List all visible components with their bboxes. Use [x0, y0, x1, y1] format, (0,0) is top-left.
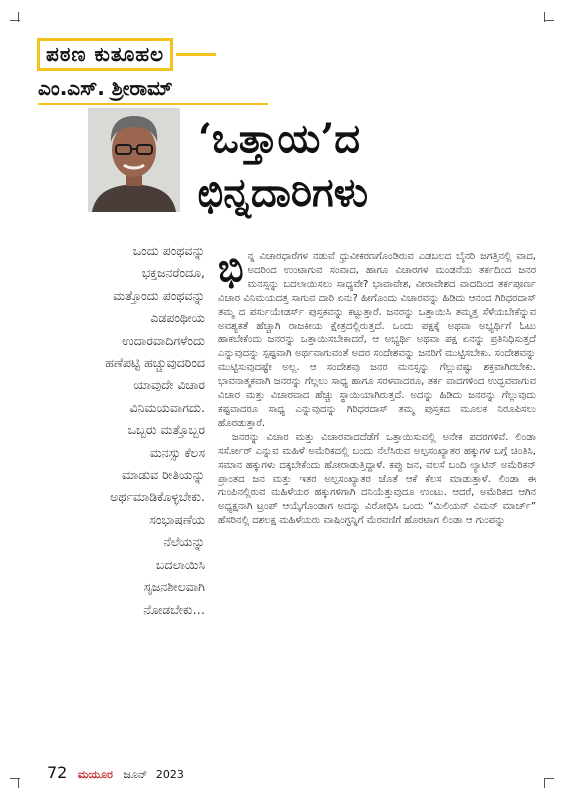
issue-year: 2023 — [155, 768, 184, 781]
column-label-rule — [176, 53, 216, 56]
pullquote-line: ಬದಲಾಯಿಸಿ — [155, 556, 205, 572]
body-paragraph-2 — [218, 431, 536, 528]
crop-mark — [10, 20, 20, 21]
crop-mark — [18, 778, 19, 788]
article-headline — [198, 112, 518, 220]
pullquote — [80, 240, 205, 621]
crop-mark — [544, 20, 554, 21]
magazine-logo: ಮಯೂರ — [77, 768, 113, 781]
pullquote-line: ಭಕ್ತಜನರೆಂದೂ, — [141, 265, 205, 281]
drop-cap: ಭಿ — [218, 245, 244, 290]
pullquote-line: ಅರ್ಥಮಾಡಿಕೊಳ್ಳಬೇಕು. — [110, 489, 205, 505]
crop-mark — [544, 778, 554, 779]
pullquote-line: ಮನಸ್ಸು ಕೆಲಸ — [149, 444, 205, 460]
column-label — [37, 38, 173, 71]
pullquote-line: ನೆಲೆಯನ್ನು — [163, 534, 205, 550]
pullquote-line: ಯಾವುದೇ ವಿಚಾರ — [133, 377, 205, 393]
author-photo — [88, 108, 180, 212]
pullquote-line: ಒಬ್ಬರು ಮತ್ತೊಬ್ಬರ — [127, 422, 205, 438]
crop-mark — [544, 778, 545, 788]
pullquote-line: ವಿನಿಮಯವಾಗದು. — [129, 399, 205, 415]
body-paragraph-1 — [218, 245, 536, 431]
headline-line-2: ಛಿನ್ನದಾರಿಗಳು — [198, 169, 369, 216]
issue-month: ಜೂನ್ — [123, 768, 148, 781]
pullquote-line: ಸೃಜನಶೀಲವಾಗಿ — [143, 579, 205, 595]
article-body — [218, 245, 536, 528]
page-number: 72 — [47, 763, 68, 782]
pullquote-line: ಒಂದು ಪಂಥವನ್ನು — [132, 243, 205, 258]
pullquote-line: ಮಾಡುವ ರೀತಿಯನ್ನು — [121, 467, 205, 483]
pullquote-line: ಉದಾರವಾದಿಗಳೆಂದು — [122, 332, 205, 348]
pullquote-line: ಮತ್ತೊಂದು ಪಂಥವನ್ನು — [113, 287, 205, 303]
crop-mark — [10, 778, 20, 779]
pullquote-line: ಸಂಭಾಷಣೆಯ — [149, 511, 205, 527]
headline-line-1: ‘ಒತ್ತಾಯ’ದ — [198, 115, 361, 162]
body-paragraph-2-text: ಜನರನ್ನು ವಿಚಾರ ಮತ್ತು ವಿಚಾರವಾದದೆಡೆಗೆ ಒತ್ತಾಯಿಸುವಲ್ಲಿ ಅನೇಕ ಪದರಗಳಿವೆ. ಲಿಂಡಾ ಸರ್ಸೋರ್ ಎನ್ನುವ ಮಹಿಳೆ ಅಮೆರಿಕದಲ್ಲಿ ಬಂದು ನೆಲೆಸಿರುವ ಅಲ್ಪಸಂಖ್ಯಾತರ ಹಕ್ಕುಗಳ ಬಗ್ಗೆ ಚಿಂತಿಸಿ, ಸಮಾನ ಹಕ್ಕುಗಳು ದಕ್ಕಬೇಕೆಂದು ಹೋರಾಡುತ್ತಿದ್ದಾಳೆ. ಕಪ್ಪು ಜನ, ವಲಸೆ ಬಂದಿ ಲ್ಯಾಟಿನ್ ಅಮೆರಿಕನ್ ಪ್ರಾಂತದ ಜನ ಮತ್ತು ಇತರ ಅಲ್ಪಸಂಖ್ಯಾತರ ಜೊತೆ ಆಕೆ ಕೆಲಸ ಮಾಡುತ್ತಾಳೆ. ಲಿಂಡಾ ಈ ಗುಂಪಿನಲ್ಲಿರುವ ಮಹಿಳೆಯರ ಹಕ್ಕುಗಳಿಗಾಗಿ ದನಿಯೆತ್ತುವುದೂ ಉಂಟು. ಆದರೆ, ಅಮೆರಿಕದ ಆಗಿನ ಅಧ್ಯಕ್ಷನಾಗಿ ಟ್ರಂಪ್ ಆಯ್ಕೆಗೊಂಡಾಗ ಅದನ್ನು ವಿರೋಧಿಸಿ ಒಂದು “ಮಿಲಿಯನ್ ವಿಮನ್ ಮಾರ್ಚ್” ಹೆಸರಿನಲ್ಲಿ ದಶಲಕ್ಷ ಮಹಿಳೆಯರು ವಾಷಿಂಗ್ಟನ್ನಿಗೆ ಮೆರವಣಿಗೆ ಹೊರಟಾಗ ಲಿಂಡಾ ಆ ಗುಂಪನ್ನು — [218, 431, 536, 527]
body-paragraph-1-text: ನ್ನ ವಿಚಾರಧಾರೆಗಳ ನಡುವೆ ಧ್ರುವೀಕರಣಗೊಂಡಿರುವ ಎಡಬಲದ ಬೈನರಿ ಜಗತ್ತಿನಲ್ಲಿ ವಾದ, ಅದರಿಂದ ಉಂಟಾಗುವ ಸಂವಾದ, ಹಾಗೂ ವಿಚಾರಗಳ ಮಂಡನೆಯ ತರ್ಕದಿಂದ ಜನರ ಮನಸ್ಸನ್ನು ಬದಲಾಯಿಸಲು ಸಾಧ್ಯವೇ? ಭಾವಾವೇಶ, ವೀರಾವೇಶದ ವಾದದಿಂದ ತರ್ಕಪೂರ್ಣ ವಿಚಾರ ವಿನಿಮಯದತ್ತ ಸಾಗುವ ದಾರಿ ಏನು? ಹೀಗೊಂದು ವಿಚಾರವನ್ನು ಹಿಡಿದು ಆನಂದ ಗಿರಿಧರದಾಸ್ ತಮ್ಮ ದ ಪರ್ಸುಯೇಡರ್ಸ್ ಪುಸ್ತಕವನ್ನು ಕಟ್ಟುತ್ತಾರೆ. ಜನರನ್ನು ಒತ್ತಾಯಿಸಿ ತಮ್ಮತ್ತ ಸೆಳೆಯಬೇಕೆನ್ನುವ ಅವಶ್ಯಕತೆ ಹೆಚ್ಚಾಗಿ ರಾಜಕೀಯ ಕ್ಷೇತ್ರದಲ್ಲಿರುತ್ತದೆ. ಒಂದು ಪಕ್ಷಕ್ಕೆ ಅಥವಾ ಅಭ್ಯರ್ಥಿಗೆ ಓಟು ಹಾಕಬೇಕೆಂದು ಜನರನ್ನು ಒತ್ತಾಯಿಸಬೇಕಾದರೆ, ಆ ಅಭ್ಯರ್ಥಿ ಅಥವಾ ಪಕ್ಷ ಏನನ್ನು ಪ್ರತಿನಿಧಿಸುತ್ತದೆ ಎನ್ನುವುದನ್ನು ಸ್ಪಷ್ಟವಾಗಿ ಅರ್ಥವಾಗುವಂತೆ ಅದರ ಸಂದೇಶವನ್ನು ಜನರಿಗೆ ಮುಟ್ಟಿಸಬೇಕು. ಸಂದೇಶವನ್ನು ಮುಟ್ಟಿಸುವುದಷ್ಟೇ ಅಲ್ಲ. ಆ ಸಂದೇಶವು ಜನರ ಮನಸ್ಸನ್ನು ಗೆಲ್ಲುವಷ್ಟು ಶಕ್ತವಾಗಿರಬೇಕು. ಭಾವನಾತ್ಮಕವಾಗಿ ಜನರನ್ನು ಗೆಲ್ಲಲು ಸಾಧ್ಯ ಹಾಗೂ ಸರಳವಾದರೂ, ತರ್ಕ ವಾದಗಳಿಂದ ಉದ್ಭವವಾಗುವ ವಿಚಾರ ಮತ್ತು ವಿಚಾರವಾದ ಹೆಚ್ಚು ಸ್ಥಾಯಿಯಾಗಿರುತ್ತದೆ. ಅದನ್ನು ಹಿಡಿದು ಜನರನ್ನು ಗೆಲ್ಲುವುದು ಕಷ್ಟವಾದರೂ ಸಾಧ್ಯ ಎನ್ನುವುದನ್ನು ಗಿರಿಧರದಾಸ್ ತಮ್ಮ ಪುಸ್ತಕದ ಮೂಲಕ ನಿರೂಪಿಸಲು ಹೊರಡುತ್ತಾರೆ. — [218, 251, 536, 429]
page-footer — [47, 763, 184, 782]
pullquote-line: ನೋಡಬೇಕು… — [143, 601, 205, 617]
column-label-text: ಪಠಣ ಕುತೂಹಲ — [46, 42, 165, 66]
pullquote-line: ಹಣೆಪಟ್ಟಿ ಹಚ್ಚುವುದರಿಂದ — [105, 355, 205, 371]
byline-rule — [38, 103, 268, 105]
author-portrait-image — [88, 108, 180, 212]
author-byline: ಎಂ.ಎಸ್. ಶ್ರೀರಾಮ್ — [38, 76, 173, 100]
pullquote-line: ಎಡಪಂಥೀಯ — [150, 310, 205, 326]
